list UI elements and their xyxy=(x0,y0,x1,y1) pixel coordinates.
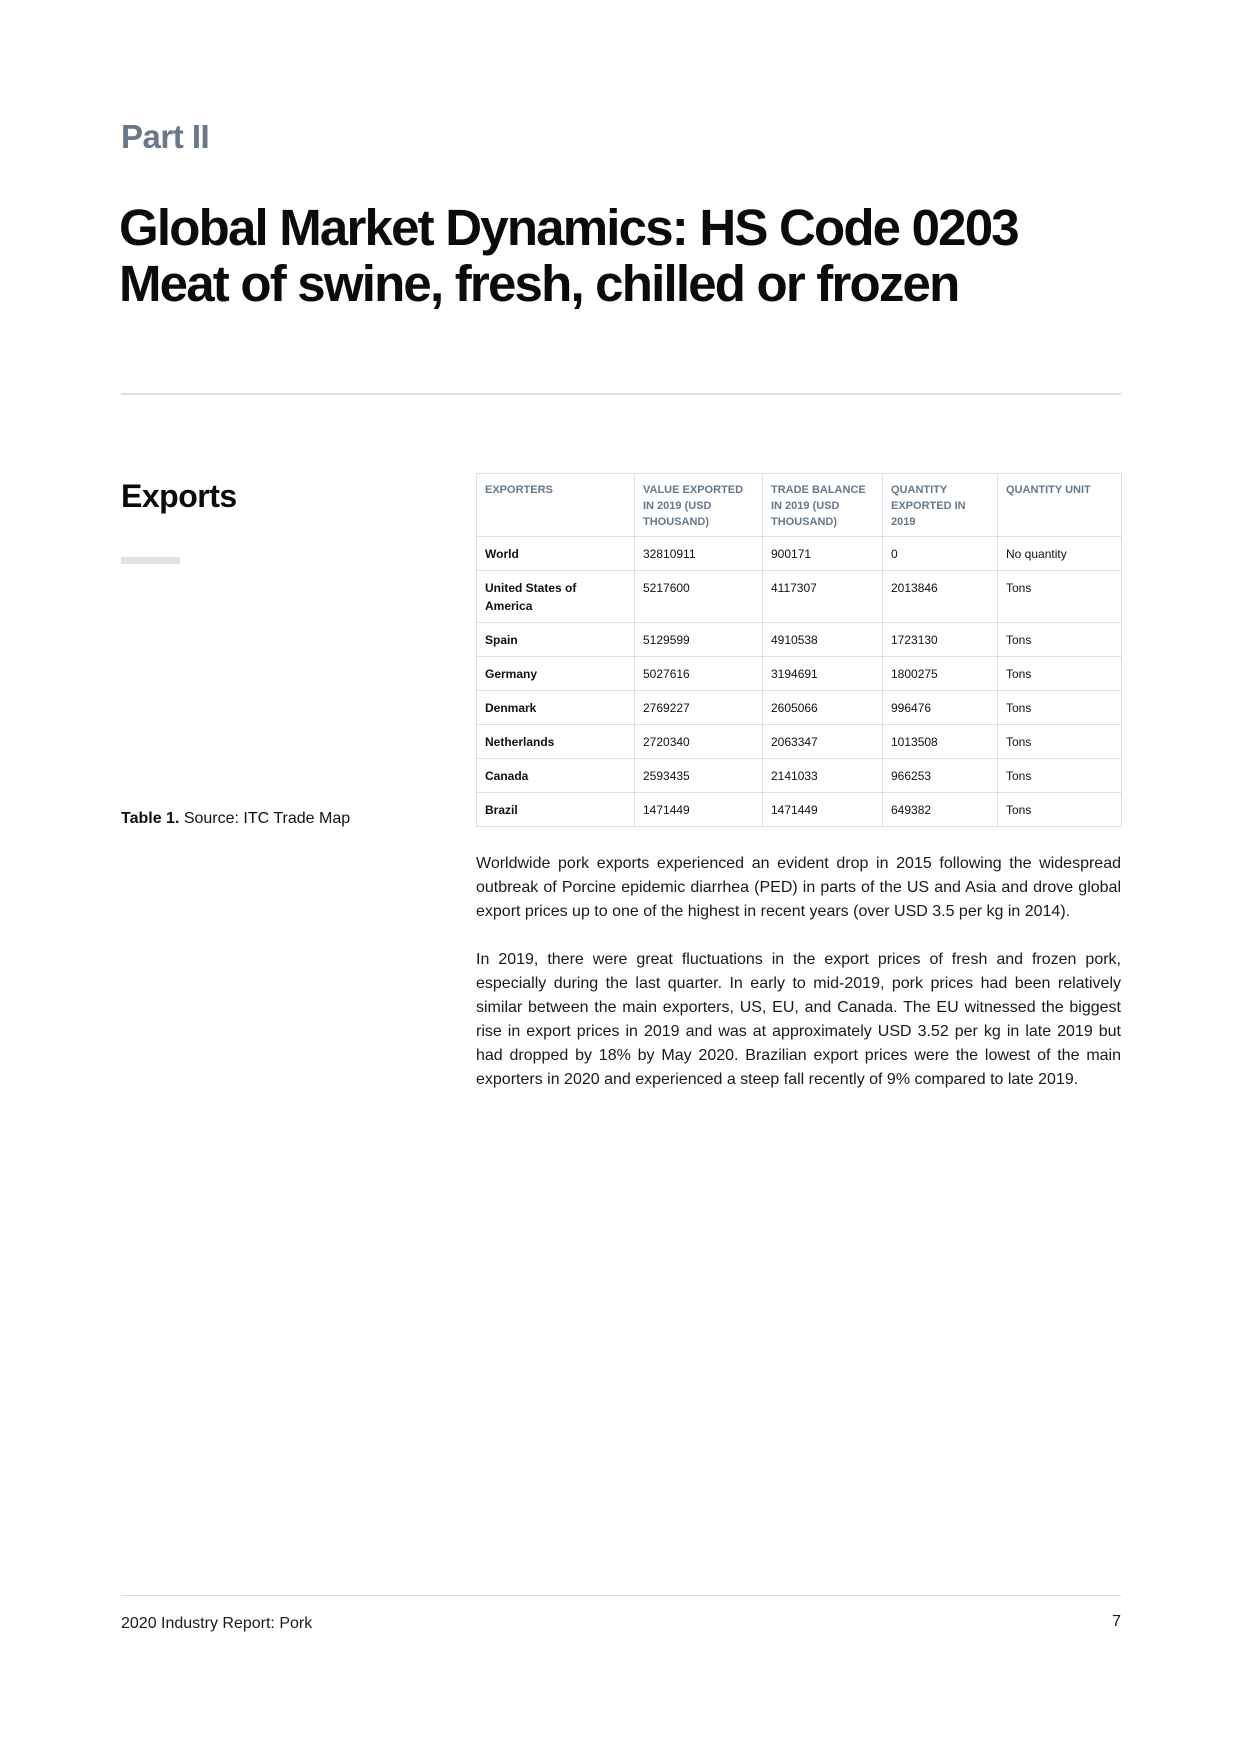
table-cell-balance: 3194691 xyxy=(763,657,883,691)
table-cell-balance: 4910538 xyxy=(763,623,883,657)
table-row xyxy=(477,537,1122,571)
table-cell-quantity: 1013508 xyxy=(883,725,998,759)
table-cell-quantity: 996476 xyxy=(883,691,998,725)
table-cell-unit: Tons xyxy=(998,571,1122,623)
column-header-value-exported: VALUE EXPORTED IN 2019 (USD THOUSAND) xyxy=(635,474,763,537)
table-row xyxy=(477,793,1122,827)
table-row xyxy=(477,657,1122,691)
table-caption xyxy=(121,810,350,828)
table-cell-exporter: Canada xyxy=(477,759,635,793)
table-cell-quantity: 2013846 xyxy=(883,571,998,623)
table-cell-unit: Tons xyxy=(998,623,1122,657)
table-cell-quantity: 0 xyxy=(883,537,998,571)
table-header-row xyxy=(477,474,1122,537)
table-cell-balance: 1471449 xyxy=(763,793,883,827)
table-cell-unit: Tons xyxy=(998,657,1122,691)
table-cell-value: 2769227 xyxy=(635,691,763,725)
table-row xyxy=(477,571,1122,623)
table-caption-text: Source: ITC Trade Map xyxy=(179,810,351,827)
table-cell-exporter: Netherlands xyxy=(477,725,635,759)
header-divider xyxy=(121,393,1121,395)
table-row xyxy=(477,623,1122,657)
page-title xyxy=(119,200,1119,312)
section-title: Exports xyxy=(121,478,237,514)
paragraph: Worldwide pork exports experienced an evident drop in 2015 following the widespread outbreak of Porcine epidemic diarrhea (PED) in parts of the US and Asia and drove global export prices up to one of the highest in recent years (over USD 3.5 per kg in 2014). xyxy=(476,855,1121,920)
column-header-exporters: EXPORTERS xyxy=(477,474,635,537)
section-accent-bar xyxy=(121,557,180,564)
table-cell-quantity: 1723130 xyxy=(883,623,998,657)
table-cell-value: 32810911 xyxy=(635,537,763,571)
column-header-quantity-exported: QUANTITY EXPORTED IN 2019 xyxy=(883,474,998,537)
table-cell-value: 1471449 xyxy=(635,793,763,827)
table-cell-value: 5217600 xyxy=(635,571,763,623)
column-header-quantity-unit: QUANTITY UNIT xyxy=(998,474,1122,537)
table-cell-value: 2593435 xyxy=(635,759,763,793)
table-cell-balance: 2605066 xyxy=(763,691,883,725)
paragraph: In 2019, there were great fluctuations in the export prices of fresh and frozen pork, especially during the last quarter. In early to mid-2019, pork prices had been relatively similar between the main exporters, US, EU, and Canada. The EU witnessed the biggest rise in export prices in 2019 and was at approximately USD 3.52 per kg in late 2019 but had dropped by 18% by May 2020. Brazilian export prices were the lowest of the main exporters in 2020 and experienced a steep fall recently of 9% compared to late 2019. xyxy=(476,951,1121,1088)
table-cell-balance: 2141033 xyxy=(763,759,883,793)
table-cell-unit: Tons xyxy=(998,759,1122,793)
body-text xyxy=(476,852,1121,1116)
table-cell-value: 2720340 xyxy=(635,725,763,759)
table-cell-unit: Tons xyxy=(998,725,1122,759)
table-cell-exporter: Germany xyxy=(477,657,635,691)
table-caption-label: Table 1. xyxy=(121,810,180,827)
table-row xyxy=(477,691,1122,725)
table-cell-exporter: Denmark xyxy=(477,691,635,725)
table-cell-unit: Tons xyxy=(998,793,1122,827)
column-header-trade-balance: TRADE BALANCE IN 2019 (USD THOUSAND) xyxy=(763,474,883,537)
part-label: Part II xyxy=(121,118,210,155)
table-cell-balance: 900171 xyxy=(763,537,883,571)
page-title-line-2: Meat of swine, fresh, chilled or frozen xyxy=(119,255,959,312)
footer-report-title: 2020 Industry Report: Pork xyxy=(121,1615,313,1632)
table-cell-exporter: World xyxy=(477,537,635,571)
table-row xyxy=(477,759,1122,793)
table-cell-exporter: Spain xyxy=(477,623,635,657)
page-title-line-1: Global Market Dynamics: HS Code 0203 xyxy=(119,199,1018,256)
table-cell-exporter: Brazil xyxy=(477,793,635,827)
table-cell-unit: Tons xyxy=(998,691,1122,725)
table-cell-balance: 4117307 xyxy=(763,571,883,623)
table-cell-value: 5027616 xyxy=(635,657,763,691)
table-cell-balance: 2063347 xyxy=(763,725,883,759)
table-cell-value: 5129599 xyxy=(635,623,763,657)
table-cell-quantity: 966253 xyxy=(883,759,998,793)
table-cell-quantity: 1800275 xyxy=(883,657,998,691)
table-cell-exporter: United States of America xyxy=(477,571,635,623)
page-number: 7 xyxy=(1112,1613,1121,1630)
table-row xyxy=(477,725,1122,759)
table-cell-unit: No quantity xyxy=(998,537,1122,571)
table-cell-quantity: 649382 xyxy=(883,793,998,827)
exports-table xyxy=(476,473,1122,827)
footer-divider xyxy=(121,1595,1121,1596)
